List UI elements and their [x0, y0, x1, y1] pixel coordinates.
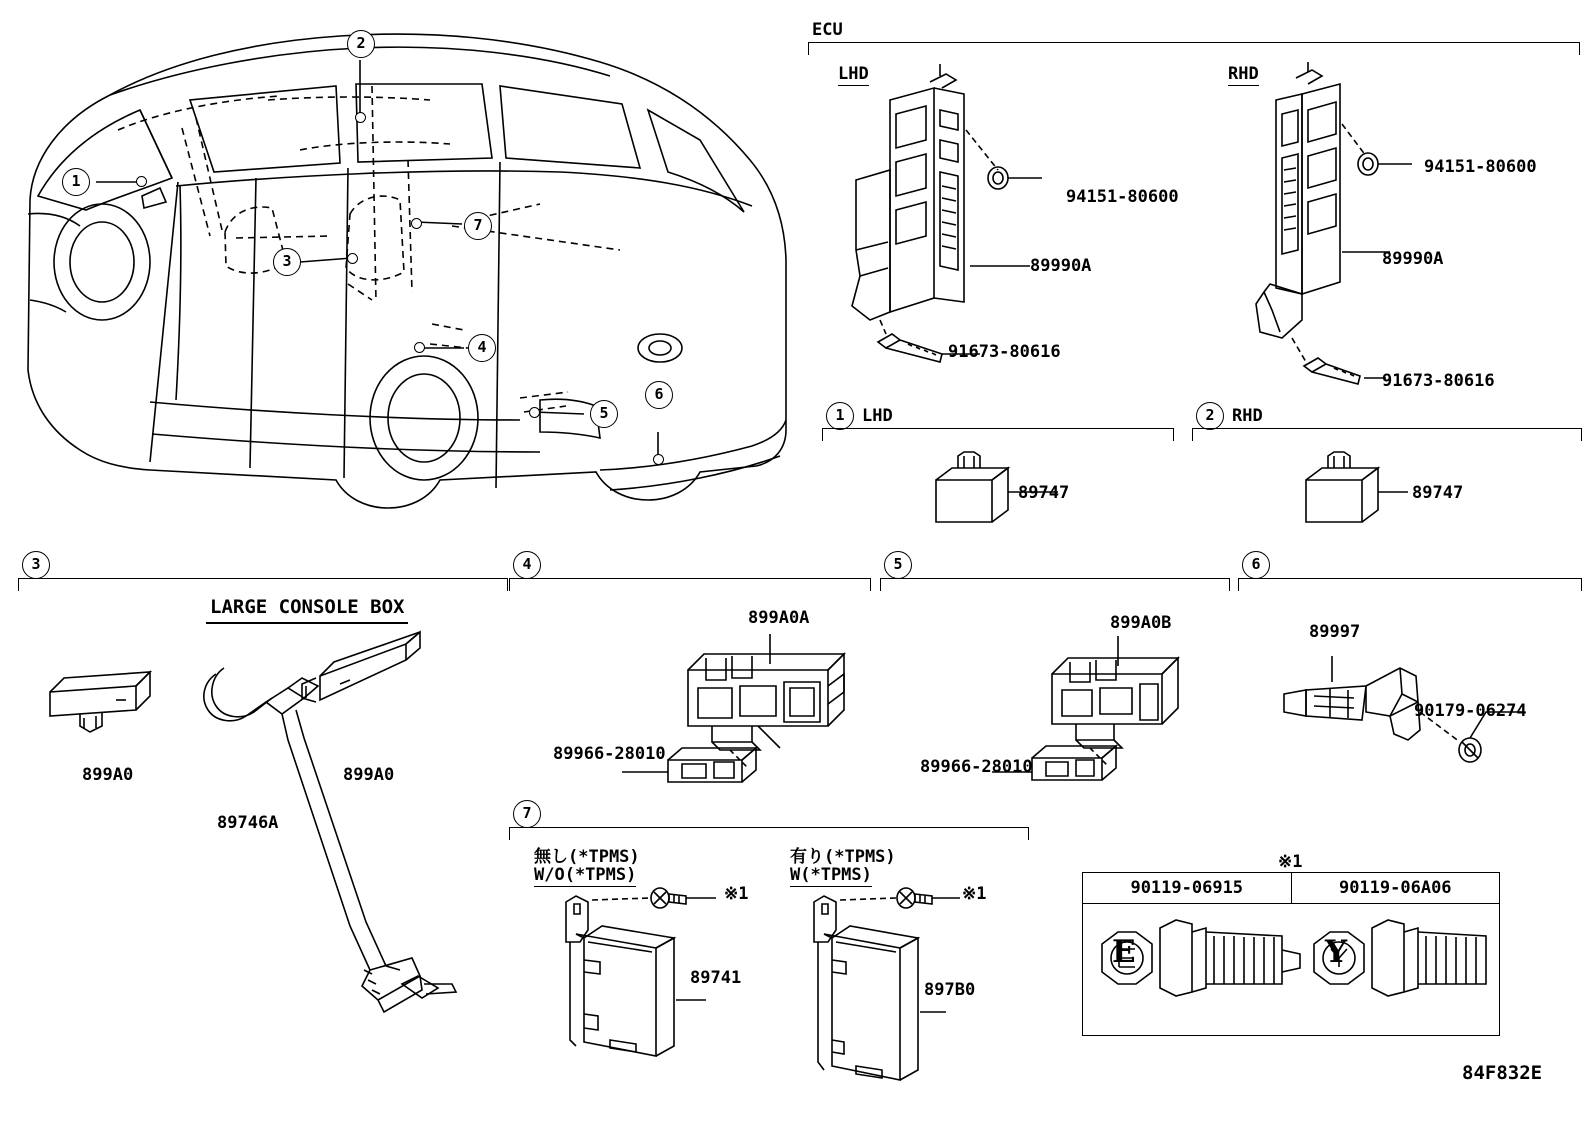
- part-89747-lhd: 89747: [1018, 483, 1070, 503]
- part-89997: 89997: [1309, 622, 1361, 642]
- group-3-illustration: [20, 640, 500, 980]
- part-899A0B: 899A0B: [1110, 613, 1172, 633]
- note-table-col-1: 90119-06A06: [1338, 878, 1452, 898]
- part-89741: 89741: [690, 968, 742, 988]
- part-897B0: 897B0: [924, 980, 976, 1000]
- callout-5-vehicle: 5: [590, 400, 618, 428]
- callout-3-point: [347, 253, 358, 264]
- callout-1-point: [136, 176, 147, 187]
- part-89966-28010-g5: 89966-28010: [920, 757, 1033, 777]
- callout-2-point: [355, 112, 366, 123]
- note-table-col-0: 90119-06915: [1083, 873, 1292, 903]
- callout-4-point: [414, 342, 425, 353]
- part-89990A-rhd: 89990A: [1382, 249, 1444, 269]
- ecu-rhd-illustration: [1220, 70, 1592, 400]
- part-94151-80600-rhd: 94151-80600: [1424, 157, 1537, 177]
- note-mark-1-left: ※1: [724, 884, 749, 904]
- group-4-illustration: [620, 630, 940, 830]
- callout-4-vehicle: 4: [468, 334, 496, 362]
- sheet-code: 84F832E: [1462, 1062, 1543, 1084]
- variant-w-tpms-jp: 有り(*TPMS): [790, 847, 896, 867]
- group-2-bracket: [1192, 428, 1582, 441]
- callout-3-vehicle: 3: [273, 248, 301, 276]
- note-table-bolts: [1082, 906, 1502, 1016]
- part-89990A-lhd: 89990A: [1030, 256, 1092, 276]
- part-91673-80616-lhd: 91673-80616: [948, 342, 1061, 362]
- part-89747-rhd: 89747: [1412, 483, 1464, 503]
- group-6-callout: 6: [1242, 551, 1270, 579]
- callout-1-vehicle: 1: [62, 168, 90, 196]
- group-2-title: RHD: [1232, 406, 1263, 426]
- callout-6-point: [653, 454, 664, 465]
- group-5-bracket: [880, 578, 1230, 591]
- bolt-mark-E-glyph: E: [1112, 934, 1136, 970]
- part-90179-06274: 90179-06274: [1414, 701, 1527, 721]
- part-899A0A: 899A0A: [748, 608, 810, 628]
- part-899A0-left: 899A0: [82, 765, 134, 785]
- group-2-callout: 2: [1196, 402, 1224, 430]
- callout-2-vehicle: 2: [347, 30, 375, 58]
- callout-6-vehicle: 6: [645, 381, 673, 409]
- variant-wo-tpms-en: W/O(*TPMS): [534, 865, 637, 885]
- group-6-bracket: [1238, 578, 1582, 591]
- vehicle-illustration: [0, 0, 800, 540]
- group-5-callout: 5: [884, 551, 912, 579]
- ecu-lhd-label: LHD: [838, 64, 869, 84]
- part-94151-80600-lhd: 94151-80600: [1066, 187, 1179, 207]
- variant-w-tpms-en: W(*TPMS): [790, 865, 872, 885]
- group-7-illustration: [540, 890, 1040, 1130]
- group-3-title: LARGE CONSOLE BOX: [210, 596, 405, 618]
- group-5-illustration: [990, 630, 1290, 830]
- ecu-rhd-label: RHD: [1228, 64, 1259, 84]
- group-1-bracket: [822, 428, 1174, 441]
- group-3-bracket: [18, 578, 508, 591]
- callout-7-vehicle: 7: [464, 212, 492, 240]
- ecu-section-bracket: [808, 42, 1580, 55]
- part-91673-80616-rhd: 91673-80616: [1382, 371, 1495, 391]
- note-mark-1-right: ※1: [962, 884, 987, 904]
- group-1-title: LHD: [862, 406, 893, 426]
- callout-7-point: [411, 218, 422, 229]
- callout-5-point: [529, 407, 540, 418]
- part-899A0-right: 899A0: [343, 765, 395, 785]
- group-1-callout: 1: [826, 402, 854, 430]
- group-3-callout: 3: [22, 551, 50, 579]
- part-89966-28010-g4: 89966-28010: [553, 744, 666, 764]
- group-7-callout: 7: [513, 800, 541, 828]
- variant-wo-tpms-jp: 無し(*TPMS): [534, 847, 640, 867]
- note-table-title: ※1: [1278, 852, 1303, 872]
- group-4-bracket: [509, 578, 871, 591]
- bolt-mark-Y-glyph: Y: [1325, 934, 1348, 970]
- group-4-callout: 4: [513, 551, 541, 579]
- ecu-section-title: ECU: [812, 20, 843, 40]
- group-7-bracket: [509, 827, 1029, 840]
- part-89746A: 89746A: [217, 813, 279, 833]
- group-3-title-underline: [206, 622, 408, 624]
